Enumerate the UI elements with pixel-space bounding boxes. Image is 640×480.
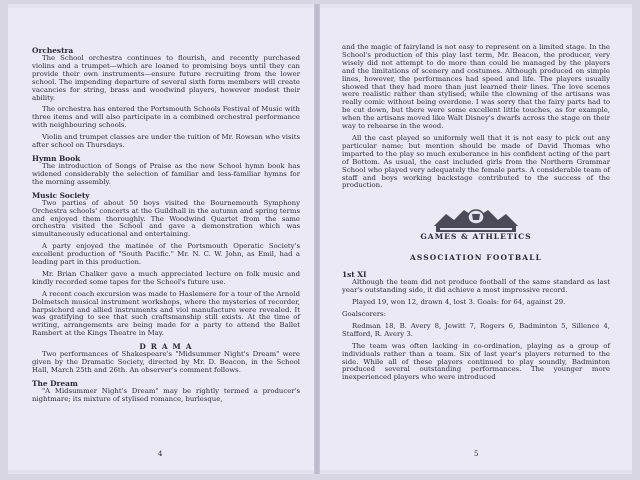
orchestra-paragraph-2: The orchestra has entered the Portsmouth Schools Festival of Music with three items and will also participate in a combined orchestral performance with neighbouring schools. [32,105,300,130]
page-number-right: 5 [474,450,479,458]
crest-icon [430,206,522,234]
right-page [320,8,632,470]
goalscorers-list: Redman 18, B. Avery 8, Jewitt 7, Rogers 6, Badminton 5, Sillence 4, Stafford, R. Avery 3. [342,321,610,338]
music-society-heading: Music Society [32,190,90,200]
dream-continued-paragraph-2: All the cast played so uniformly well that it is not easy to pick out any particular name; but mention should be made of David Thomas who imparted to the play so much exuberance in his confident acting of the part of Bottom. As usual, the cast included girls from the Northern Grammar School who played very adequately the female parts. A considerable team of staff and boys working backstage contributed to the success of the production. [342,133,610,190]
orchestra-heading: Orchestra [32,46,74,55]
the-dream-paragraph: "A Midsummer Night's Dream" may be rightly termed a producer's nightmare; its mixture of stylised romance, burlesque, [32,386,300,403]
first-xi-paragraph-1: Although the team did not produce football of the same standard as last year's outstanding side, it did achieve a most impressive record. [342,278,610,295]
first-xi-paragraph-5: The team was often lacking in co-ordination, playing as a group of individuals rather than a team. Six of last year's players returned to the side. While all of these players continued to play soundly, Badminton produced several outstanding performances. The younger more inexperienced players who were introduced [342,341,610,382]
hymn-book-paragraph: The introduction of Songs of Praise as the new School hymn book has widened considerably the selection of familiar and less-familiar hymns for the morning assembly. [32,161,300,186]
games-athletics-emblem [420,206,532,241]
first-xi-heading: 1st XI [342,270,367,280]
drama-paragraph: Two performances of Shakespeare's "Midsummer Night's Dream" were given by the Dramatic Society, directed by Mr. D. Beacon, in the School Hall, March 25th and 26th. An observer's comment follows. [32,350,300,374]
music-society-paragraph-2: A party enjoyed the matinée of the Portsmouth Operatic Society's excellent production of "South Pacific." Mr. N. C. W. John, as Emil, had a leading part in this production. [32,242,300,267]
left-page [8,8,314,470]
association-football-heading: ASSOCIATION FOOTBALL [409,253,543,263]
orchestra-paragraph-1: The School orchestra continues to flourish, and recently purchased violins and a trumpet—which are loaned to promising boys until they can provide their own instruments—ensure future recruiting from the lower school. The impending departure of several sixth form members will create vacancies for string, brass and woodwind players, however modest their ability. [32,54,300,102]
music-society-paragraph-4: A recent coach excursion was made to Haslemere for a tour of the Arnold Dolmetsch musical instrument workshops, where the mysteries of recorder, harpsichord and allied instruments and viol manufacture were revealed. It was gratifying to see that such craftsmanship still exists. At the time of writing, arrangements are being made for a party to attend the Ballet Rambert at the Kings Theatre in May. [32,289,300,338]
first-xi-record: Played 19, won 12, drawn 4, lost 3. Goals: for 64, against 29. [352,298,566,307]
music-society-paragraph-1: Two parties of about 50 boys visited the Bournemouth Symphony Orchestra schools' concerts at the Guildhall in the autumn and spring terms and enjoyed them thoroughly. The Woodwind Quartet from the same orchestra visited the School and gave a demonstration which was simultaneously educational and entertaining. [32,198,300,239]
games-athletics-label: GAMES & ATHLETICS [420,232,532,242]
goalscorers-label: Goalscorers: [342,310,387,319]
the-dream-heading: The Dream [32,378,78,388]
book-spread [8,4,632,474]
orchestra-paragraph-3: Violin and trumpet classes are under the tuition of Mr. Rowsan who visits after school on Thursdays. [32,133,300,150]
hymn-book-heading: Hymn Book [32,153,81,163]
music-society-paragraph-3: Mr. Brian Chalker gave a much appreciated lecture on folk music and kindly recorded some tapes for the School's future use. [32,269,300,286]
dream-continued-paragraph-1: and the magic of fairyland is not easy to represent on a limited stage. In the School's production of this play last term, Mr. Beacon, the producer, very wisely did not attempt to do more than could be managed by the players and the limitations of scenery and costumes. Although produced on simple lines, however, the performances had speed and life. The players usually showed that they had more than just learned their lines. The love scenes were realistic rather than stylised; while the clowning of the artisans was really comic without being overdone. I was sorry that the fairy parts had to be cut down, but there were some excellent little touches, as for example, when the artisans moved like Walt Disney's dwarfs across the stage on their way to rehearse in the wood. [342,43,610,131]
page-number-left: 4 [158,450,163,458]
drama-heading: D R A M A [139,342,193,352]
